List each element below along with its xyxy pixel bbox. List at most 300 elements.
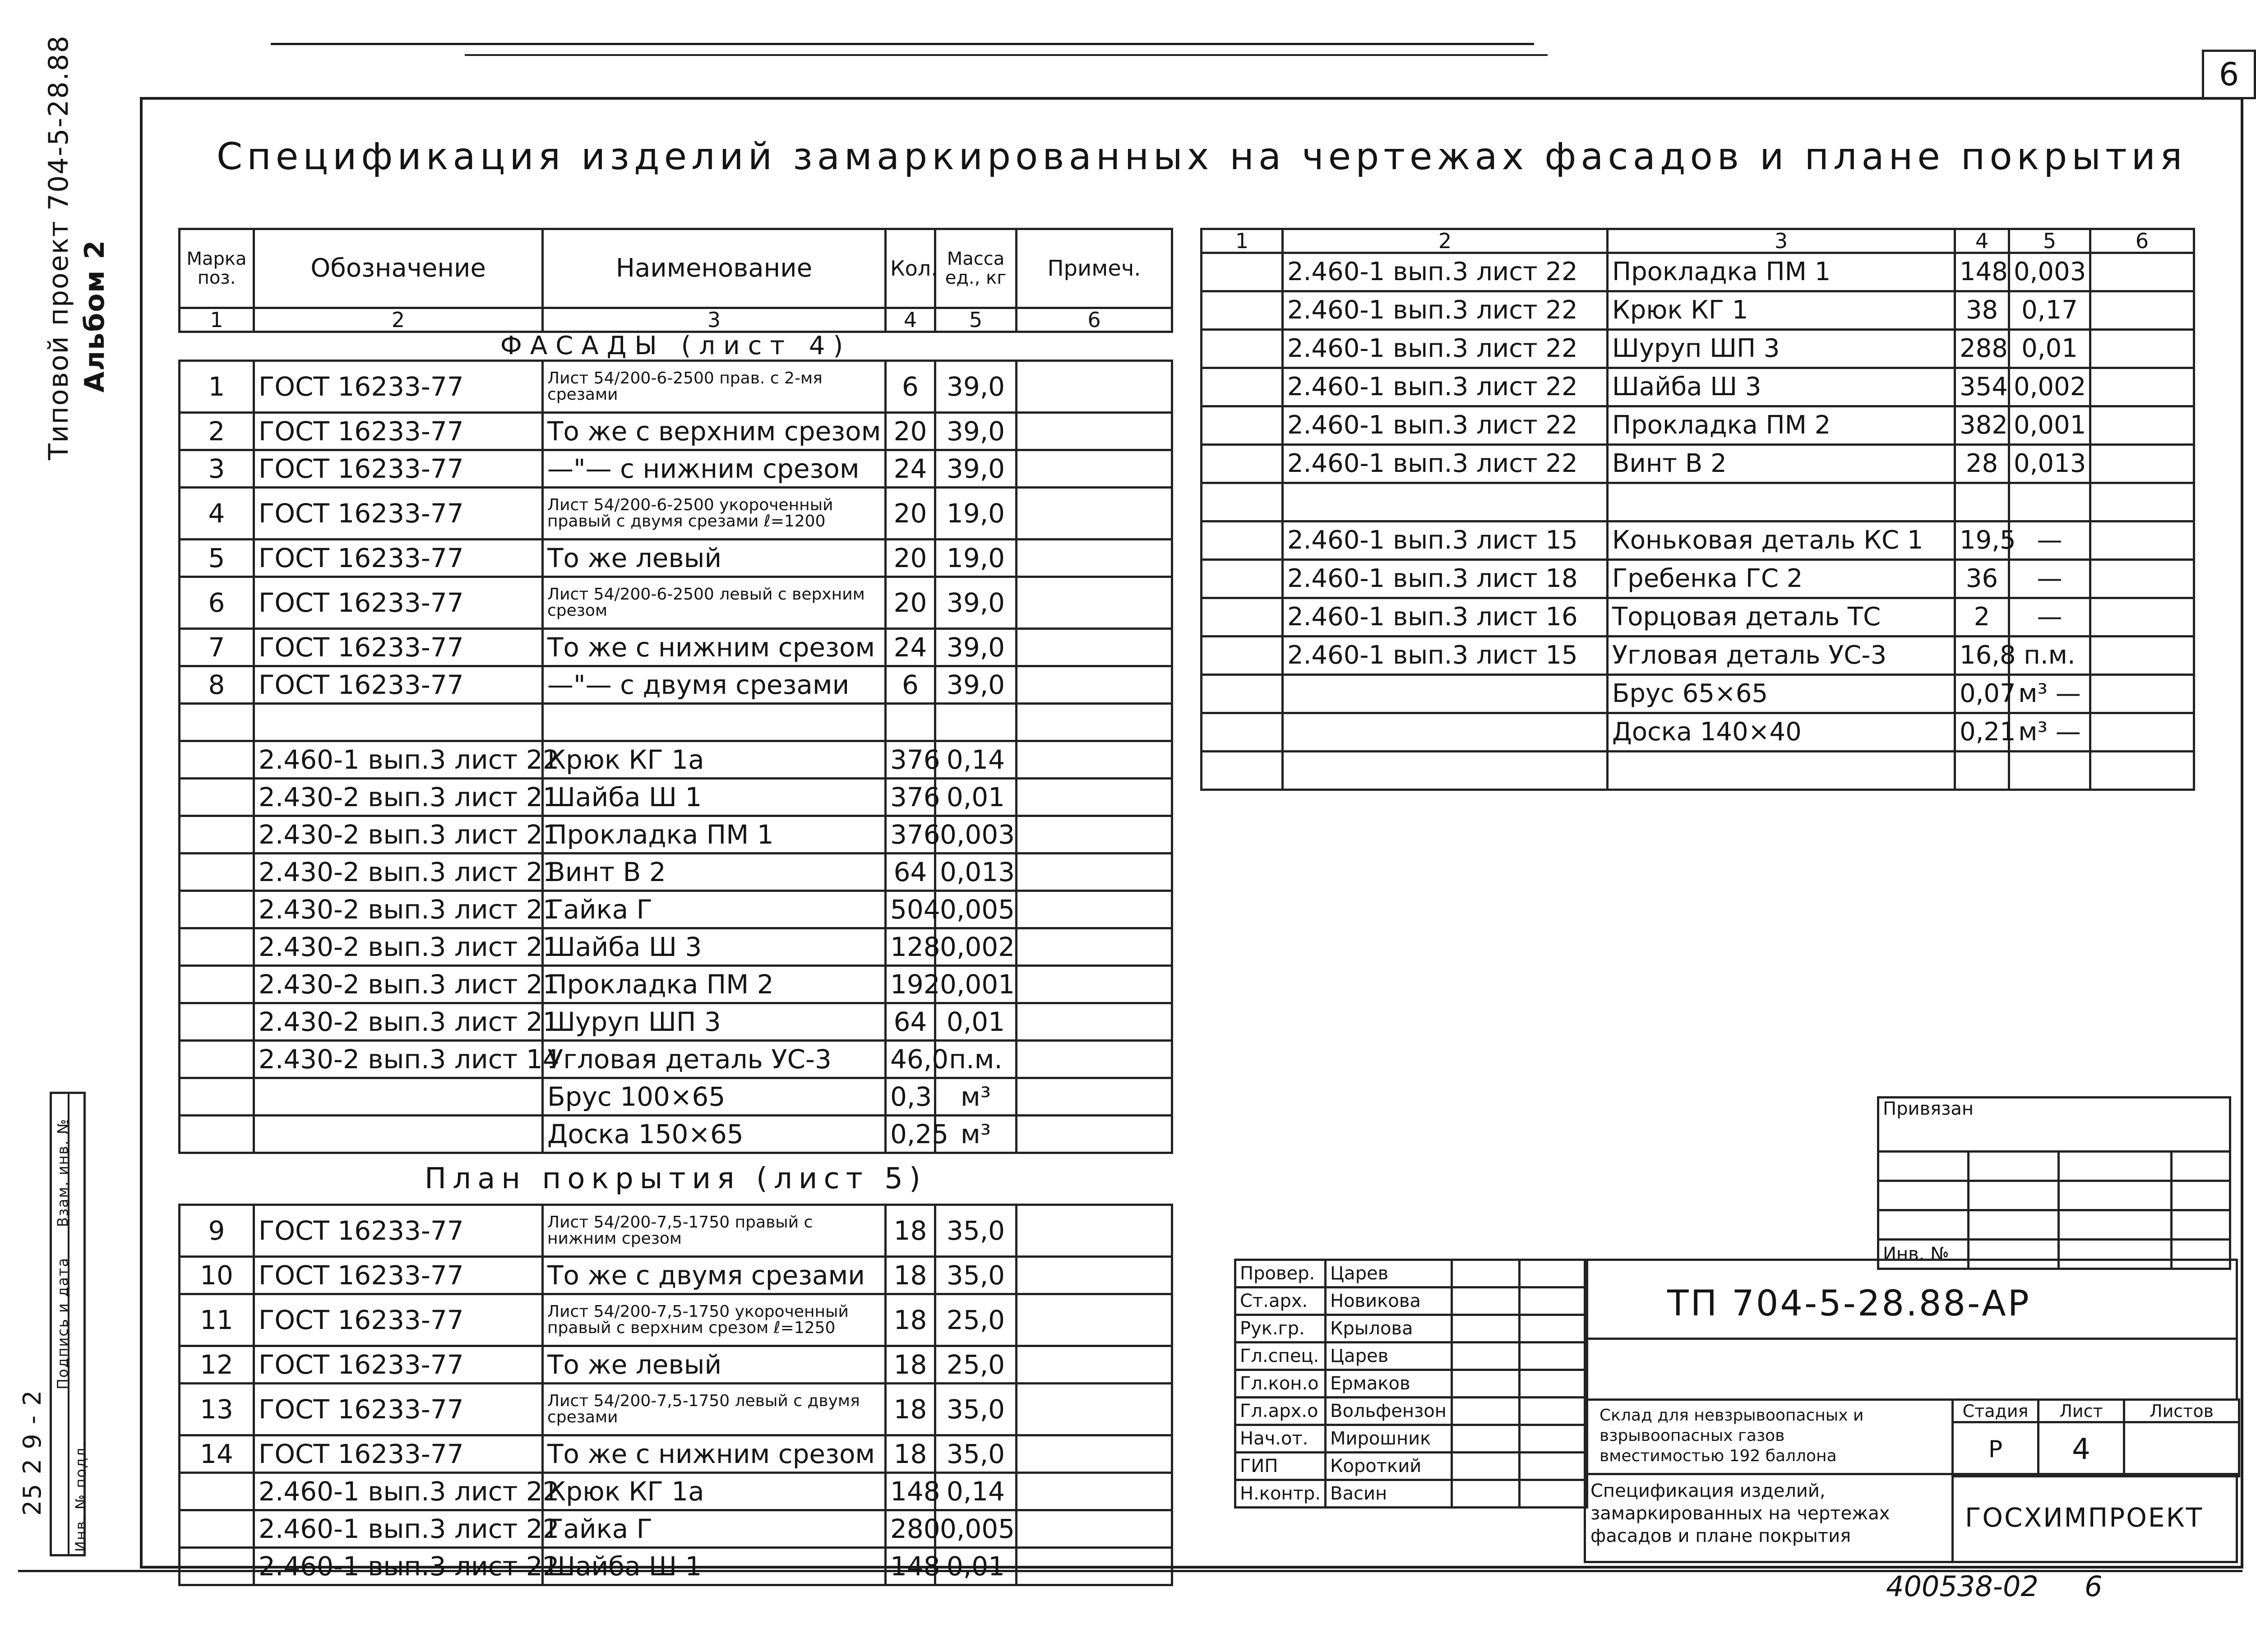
mass-cell: 0,001 (935, 966, 1017, 1003)
mass-cell: 0,013 (935, 854, 1017, 891)
mark-cell: 2 (180, 413, 254, 450)
signature-cell (1452, 1370, 1520, 1398)
sheets-value (2124, 1422, 2239, 1477)
name-cell: Лист 54/200-7,5-1750 правый с нижним срезом (543, 1205, 886, 1257)
name-cell: Лист 54/200-7,5-1750 укороченный правый с верхним срезом ℓ=1250 (543, 1294, 886, 1346)
note-cell (1017, 1294, 1172, 1346)
qty-cell: 148 (1955, 253, 2009, 291)
qty-cell: 64 (886, 854, 935, 891)
qty-cell: 18 (886, 1346, 935, 1384)
section-header-facades (180, 332, 1172, 361)
name-cell: Шайба Ш 1 (543, 779, 886, 816)
col-number: 6 (2090, 229, 2194, 253)
bottom-sheet: 6 (2085, 1570, 2103, 1603)
table-row (1202, 675, 2194, 713)
date-cell (1520, 1453, 1587, 1480)
mass-cell: 0,14 (935, 1473, 1017, 1510)
qty-cell: 376 (886, 779, 935, 816)
column-number-row (1202, 229, 2194, 253)
code-cell: 2.430-2 вып.3 лист 14 (254, 1041, 543, 1078)
signer-row (1235, 1260, 1587, 1287)
note-cell (1017, 1384, 1172, 1435)
mass-cell: 35,0 (935, 1205, 1017, 1257)
blank-row (1202, 752, 2194, 790)
sheets-label: Листов (2124, 1400, 2239, 1422)
header-row (180, 229, 1172, 308)
table-row (180, 966, 1172, 1003)
note-cell (1017, 1473, 1172, 1510)
name-cell: Прокладка ПМ 2 (543, 966, 886, 1003)
table-row (180, 779, 1172, 816)
code-cell: 2.460-1 вып.3 лист 16 (1283, 598, 1608, 637)
table-row (180, 666, 1172, 704)
name-cell: Прокладка ПМ 1 (543, 816, 886, 854)
mark-cell: 3 (180, 450, 254, 488)
mark-cell (1202, 637, 1283, 675)
signer-name: Крылова (1326, 1315, 1452, 1343)
mass-cell: 0,003 (2009, 253, 2090, 291)
mark-cell (180, 891, 254, 928)
sheet-title-box (1584, 1473, 1954, 1563)
qty-cell: 148 (886, 1548, 935, 1585)
mark-cell (180, 741, 254, 779)
name-cell: Шайба Ш 1 (543, 1548, 886, 1585)
note-cell (2090, 560, 2194, 598)
note-cell (1017, 577, 1172, 629)
signer-name: Вольфензон (1326, 1398, 1452, 1425)
code-cell: ГОСТ 16233-77 (254, 1435, 543, 1473)
mass-cell: 0,17 (2009, 291, 2090, 330)
roof-rows (180, 1205, 1172, 1585)
qty-cell: 376 (886, 816, 935, 854)
qty-cell: 0,25 (886, 1116, 935, 1153)
stamp-column-label: Взам. инв. № (54, 1118, 71, 1227)
privyazan-block (1877, 1096, 2231, 1270)
doc-code: ТП 704-5-28.88-АР (1667, 1283, 2031, 1324)
mark-cell: 8 (180, 666, 254, 704)
code-cell: 2.460-1 вып.3 лист 22 (254, 741, 543, 779)
mass-cell: п.м. (935, 1041, 1017, 1078)
col-number: 5 (935, 308, 1017, 332)
table-row (180, 540, 1172, 577)
qty-cell: 128 (886, 928, 935, 966)
name-cell: —"— с двумя срезами (543, 666, 886, 704)
note-cell (1017, 928, 1172, 966)
note-cell (2090, 598, 2194, 637)
note-cell (1017, 1346, 1172, 1384)
signature-cell (1452, 1287, 1520, 1315)
qty-cell: 18 (886, 1205, 935, 1257)
table-row (180, 816, 1172, 854)
note-cell (1017, 540, 1172, 577)
col-number: 4 (886, 308, 935, 332)
mass-cell: м³ (935, 1078, 1017, 1116)
mass-cell: 39,0 (935, 413, 1017, 450)
qty-cell: 20 (886, 413, 935, 450)
code-cell: 2.460-1 вып.3 лист 15 (1283, 521, 1608, 560)
mark-cell: 6 (180, 577, 254, 629)
col-number: 1 (1202, 229, 1283, 253)
privyazan-label: Привязан (1878, 1098, 2230, 1152)
code-cell: 2.430-2 вып.3 лист 21 (254, 779, 543, 816)
date-cell (1520, 1480, 1587, 1508)
mark-cell (180, 1510, 254, 1548)
code-cell: 2.430-2 вып.3 лист 21 (254, 854, 543, 891)
note-cell (1017, 1510, 1172, 1548)
note-cell (1017, 1041, 1172, 1078)
mass-cell: 0,005 (935, 891, 1017, 928)
name-cell: Брус 100×65 (543, 1078, 886, 1116)
signer-row (1235, 1287, 1587, 1315)
note-cell (2090, 330, 2194, 368)
signature-cell (1452, 1343, 1520, 1370)
date-cell (1520, 1260, 1587, 1287)
table-row (1202, 521, 2194, 560)
table-row (180, 488, 1172, 540)
code-cell: ГОСТ 16233-77 (254, 1257, 543, 1294)
table-row (180, 1473, 1172, 1510)
code-cell: 2.430-2 вып.3 лист 21 (254, 966, 543, 1003)
mark-cell (180, 966, 254, 1003)
mass-cell: 0,01 (935, 779, 1017, 816)
note-cell (2090, 637, 2194, 675)
signer-role: Гл.кон.о (1235, 1370, 1326, 1398)
mass-cell: 39,0 (935, 666, 1017, 704)
mass-cell: 19,0 (935, 488, 1017, 540)
code-cell: 2.460-1 вып.3 лист 22 (1283, 406, 1608, 445)
signer-role: Гл.спец. (1235, 1343, 1326, 1370)
name-cell: Шуруп ШП 3 (1608, 330, 1955, 368)
table-row (180, 1510, 1172, 1548)
mass-cell: 0,01 (2009, 330, 2090, 368)
table-row (180, 1548, 1172, 1585)
table-row (180, 741, 1172, 779)
signer-row (1235, 1343, 1587, 1370)
name-cell: То же с нижним срезом (543, 629, 886, 666)
mass-cell: 0,14 (935, 741, 1017, 779)
mark-cell: 5 (180, 540, 254, 577)
qty-cell: 0,3 (886, 1078, 935, 1116)
table-row (180, 1041, 1172, 1078)
mark-cell (1202, 675, 1283, 713)
stage-table (1951, 1398, 2240, 1477)
note-cell (1017, 1548, 1172, 1585)
mark-cell (180, 854, 254, 891)
qty-cell: 46,0 (886, 1041, 935, 1078)
code-cell: 2.460-1 вып.3 лист 22 (1283, 445, 1608, 483)
left-spec-table (178, 228, 1173, 1586)
mark-cell (1202, 598, 1283, 637)
page-title: Спецификация изделий замаркированных на чертежах фасадов и плане покрытия (217, 135, 2187, 178)
qty-cell: 6 (886, 361, 935, 413)
name-cell: Крюк КГ 1а (543, 1473, 886, 1510)
mass-cell: 35,0 (935, 1384, 1017, 1435)
section-title: План покрытия (лист 5) (180, 1153, 1172, 1205)
mark-cell (180, 1473, 254, 1510)
name-cell: Угловая деталь УС-3 (543, 1041, 886, 1078)
code-cell: ГОСТ 16233-77 (254, 577, 543, 629)
qty-cell: 18 (886, 1294, 935, 1346)
signer-role: Рук.гр. (1235, 1315, 1326, 1343)
col-header: Обозначение (254, 229, 543, 308)
code-cell: ГОСТ 16233-77 (254, 488, 543, 540)
code-cell: 2.460-1 вып.3 лист 22 (1283, 330, 1608, 368)
code-cell: 2.430-2 вып.3 лист 21 (254, 928, 543, 966)
object-description: Склад для невзрывоопасных и взрывоопасных газов вместимостью 192 баллона (1600, 1406, 1864, 1465)
signer-row (1235, 1370, 1587, 1398)
name-cell: —"— с нижним срезом (543, 450, 886, 488)
mark-cell: 1 (180, 361, 254, 413)
table-row (1202, 598, 2194, 637)
signer-row (1235, 1425, 1587, 1453)
top-edge-line (271, 43, 1534, 45)
stage-label: Стадия (1953, 1400, 2039, 1422)
mark-cell (1202, 368, 1283, 406)
col-header: Марка поз. (180, 229, 254, 308)
mark-cell (180, 1116, 254, 1153)
signer-name: Царев (1326, 1343, 1452, 1370)
qty-cell: 18 (886, 1257, 935, 1294)
code-cell: ГОСТ 16233-77 (254, 666, 543, 704)
blank-row (1202, 483, 2194, 521)
name-cell: Крюк КГ 1а (543, 741, 886, 779)
signature-cell (1452, 1453, 1520, 1480)
section-header-roof (180, 1153, 1172, 1205)
mass-cell: 39,0 (935, 361, 1017, 413)
signer-row (1235, 1480, 1587, 1508)
mass-cell: 35,0 (935, 1257, 1017, 1294)
code-cell: ГОСТ 16233-77 (254, 1346, 543, 1384)
table-row (180, 928, 1172, 966)
doc-code-box (1584, 1259, 2238, 1340)
mass-cell: 39,0 (935, 629, 1017, 666)
col-number: 3 (1608, 229, 1955, 253)
date-cell (1520, 1425, 1587, 1453)
mass-cell: — (2009, 598, 2090, 637)
name-cell: Торцовая деталь ТС (1608, 598, 1955, 637)
mass-cell: 0,002 (935, 928, 1017, 966)
sheet-label: Лист (2039, 1400, 2124, 1422)
qty-cell: 192 (886, 966, 935, 1003)
table-row (180, 413, 1172, 450)
table-row (180, 1078, 1172, 1116)
note-cell (2090, 521, 2194, 560)
name-cell: Прокладка ПМ 1 (1608, 253, 1955, 291)
mass-cell: 35,0 (935, 1435, 1017, 1473)
stamp-column-label: Подпись и дата (54, 1257, 71, 1389)
table-row (180, 1003, 1172, 1041)
organization: ГОСХИМПРОЕКТ (1965, 1502, 2204, 1533)
mass-cell: 0,01 (935, 1003, 1017, 1041)
mark-cell (180, 1548, 254, 1585)
sheet-title: Спецификация изделий, замаркированных на чертежах фасадов и плане покрытия (1590, 1481, 1890, 1546)
note-cell (1017, 779, 1172, 816)
signature-cell (1452, 1398, 1520, 1425)
col-header: Примеч. (1017, 229, 1172, 308)
qty-cell: 19,5 (1955, 521, 2009, 560)
code-cell: 2.460-1 вып.3 лист 18 (1283, 560, 1608, 598)
qty-cell: 28 (1955, 445, 2009, 483)
bottom-code: 400538-02 (1886, 1570, 2039, 1603)
note-cell (2090, 368, 2194, 406)
name-cell: Брус 65×65 (1608, 675, 1955, 713)
mass-cell: 0,002 (2009, 368, 2090, 406)
mass-cell: 39,0 (935, 577, 1017, 629)
note-cell (1017, 413, 1172, 450)
mark-cell (180, 1041, 254, 1078)
qty-cell: 20 (886, 488, 935, 540)
table-row (1202, 291, 2194, 330)
qty-cell: 36 (1955, 560, 2009, 598)
name-cell: Гайка Г (543, 891, 886, 928)
note-cell (1017, 629, 1172, 666)
mark-cell (1202, 560, 1283, 598)
table-row (180, 1205, 1172, 1257)
signer-row (1235, 1453, 1587, 1480)
qty-cell: 64 (886, 1003, 935, 1041)
signer-row (1235, 1398, 1587, 1425)
table-row (1202, 560, 2194, 598)
code-cell: 2.460-1 вып.3 лист 22 (254, 1473, 543, 1510)
code-cell: 2.430-2 вып.3 лист 21 (254, 816, 543, 854)
note-cell (1017, 741, 1172, 779)
mass-cell: 39,0 (935, 450, 1017, 488)
mark-cell: 10 (180, 1257, 254, 1294)
mass-cell: м³ (935, 1116, 1017, 1153)
facade-item-rows (180, 741, 1172, 1153)
table-row (1202, 713, 2194, 752)
mark-cell (180, 816, 254, 854)
name-cell: Гребенка ГС 2 (1608, 560, 1955, 598)
col-header: Масса ед., кг (935, 229, 1017, 308)
signer-role: Н.контр. (1235, 1480, 1326, 1508)
name-cell: То же левый (543, 540, 886, 577)
signer-name: Мирошник (1326, 1425, 1452, 1453)
name-cell: Шайба Ш 3 (1608, 368, 1955, 406)
code-cell (1283, 675, 1608, 713)
qty-cell: 24 (886, 450, 935, 488)
note-cell (1017, 1078, 1172, 1116)
right-group-2 (1202, 521, 2194, 752)
code-cell: 2.460-1 вып.3 лист 22 (1283, 291, 1608, 330)
table-row (180, 629, 1172, 666)
name-cell: Лист 54/200-6-2500 прав. с 2-мя срезами (543, 361, 886, 413)
name-cell: Коньковая деталь КС 1 (1608, 521, 1955, 560)
col-header: Кол. (886, 229, 935, 308)
signature-cell (1452, 1315, 1520, 1343)
blank-row (180, 704, 1172, 741)
sheet-number-box (2202, 50, 2256, 99)
signer-role: Провер. (1235, 1260, 1326, 1287)
signer-name: Короткий (1326, 1453, 1452, 1480)
album-label: Альбом 2 (79, 239, 111, 392)
signature-cell (1452, 1260, 1520, 1287)
name-cell: Шайба Ш 3 (543, 928, 886, 966)
organization-box (1951, 1473, 2238, 1563)
signer-role: Гл.арх.о (1235, 1398, 1326, 1425)
code-cell: 2.460-1 вып.3 лист 22 (1283, 368, 1608, 406)
mass-cell: 19,0 (935, 540, 1017, 577)
table-row (180, 577, 1172, 629)
name-cell: Шуруп ШП 3 (543, 1003, 886, 1041)
signer-name: Васин (1326, 1480, 1452, 1508)
mass-cell: 0,001 (2009, 406, 2090, 445)
qty-cell: 2 (1955, 598, 2009, 637)
note-cell (2090, 713, 2194, 752)
mark-cell (180, 928, 254, 966)
table-row (180, 854, 1172, 891)
name-cell: То же с двумя срезами (543, 1257, 886, 1294)
note-cell (1017, 1116, 1172, 1153)
signer-role: Нач.от. (1235, 1425, 1326, 1453)
signer-name: Новикова (1326, 1287, 1452, 1315)
date-cell (1520, 1398, 1587, 1425)
table-row (180, 1384, 1172, 1435)
table-row (180, 1346, 1172, 1384)
mass-cell: п.м. (2009, 637, 2090, 675)
name-cell: Лист 54/200-6-2500 укороченный правый с двумя срезами ℓ=1200 (543, 488, 886, 540)
signer-name: Царев (1326, 1260, 1452, 1287)
code-cell: ГОСТ 16233-77 (254, 361, 543, 413)
code-cell: 2.460-1 вып.3 лист 15 (1283, 637, 1608, 675)
mark-cell (180, 779, 254, 816)
mass-cell: м³ — (2009, 675, 2090, 713)
note-cell (1017, 1205, 1172, 1257)
mark-cell (180, 1003, 254, 1041)
mark-cell (1202, 330, 1283, 368)
name-cell: Лист 54/200-7,5-1750 левый с двумя срезами (543, 1384, 886, 1435)
col-number: 3 (543, 308, 886, 332)
qty-cell: 0,21 (1955, 713, 2009, 752)
signer-role: Ст.арх. (1235, 1287, 1326, 1315)
note-cell (2090, 675, 2194, 713)
note-cell (1017, 488, 1172, 540)
name-cell: Винт В 2 (1608, 445, 1955, 483)
table-row (180, 891, 1172, 928)
qty-cell: 20 (886, 577, 935, 629)
qty-cell: 6 (886, 666, 935, 704)
col-number: 4 (1955, 229, 2009, 253)
right-spec-table (1200, 228, 2195, 791)
qty-cell: 376 (886, 741, 935, 779)
mark-cell (1202, 445, 1283, 483)
mark-cell (1202, 291, 1283, 330)
code-cell: ГОСТ 16233-77 (254, 1294, 543, 1346)
note-cell (1017, 361, 1172, 413)
qty-cell: 382 (1955, 406, 2009, 445)
signers-table (1234, 1259, 1588, 1509)
signature-cell (1452, 1425, 1520, 1453)
note-cell (2090, 445, 2194, 483)
mark-cell (1202, 406, 1283, 445)
qty-cell: 20 (886, 540, 935, 577)
table-row (1202, 637, 2194, 675)
col-number: 1 (180, 308, 254, 332)
qty-cell: 354 (1955, 368, 2009, 406)
mark-cell (180, 1078, 254, 1116)
mark-cell: 7 (180, 629, 254, 666)
mass-cell: — (2009, 521, 2090, 560)
section-title: ФАСАДЫ (лист 4) (180, 332, 1172, 361)
note-cell (1017, 854, 1172, 891)
col-number: 6 (1017, 308, 1172, 332)
mark-cell (1202, 253, 1283, 291)
code-cell: ГОСТ 16233-77 (254, 540, 543, 577)
table-row (180, 1435, 1172, 1473)
name-cell: Крюк КГ 1 (1608, 291, 1955, 330)
mark-cell (1202, 521, 1283, 560)
code-cell: 2.460-1 вып.3 лист 22 (254, 1510, 543, 1548)
